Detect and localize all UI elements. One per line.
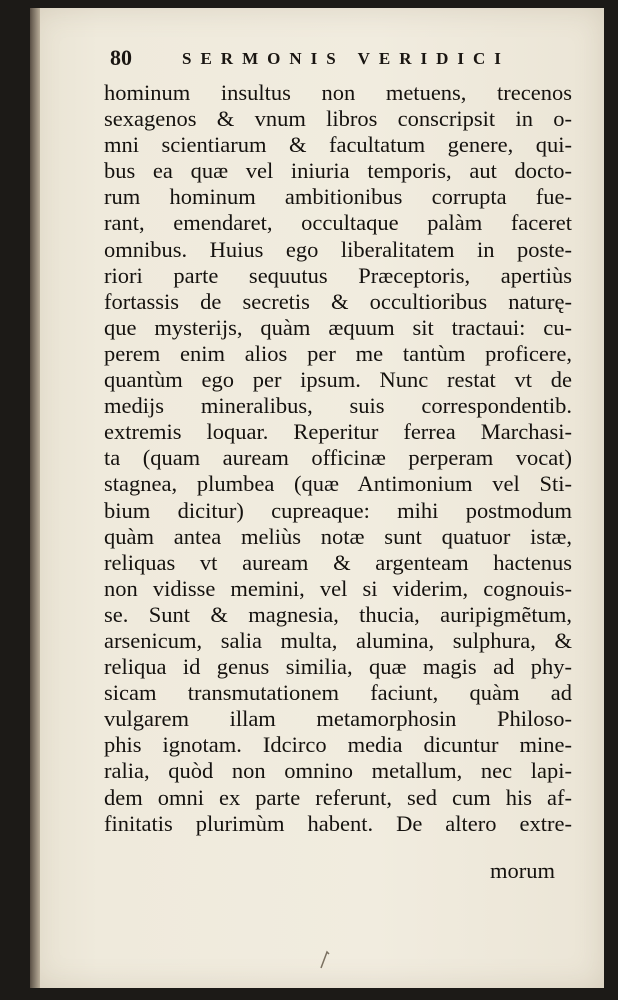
text-line: omnibus. Huius ego liberalitatem in poste-	[104, 236, 572, 262]
body-text	[104, 80, 572, 837]
text-line: se. Sunt & magnesia, thucia, auripigmẽtum,	[104, 601, 572, 627]
text-line: quàm antea meliùs notæ sunt quatuor istæ,	[104, 523, 572, 549]
text-line: ralia, quòd non omnino metallum, nec lapi-	[104, 758, 572, 784]
text-line: que mysterijs, quàm æquum sit tractaui: cu-	[104, 314, 572, 340]
text-line: bium dicitur) cupreaque: mihi postmodum	[104, 497, 572, 523]
page-gutter-edge	[30, 8, 40, 988]
text-line: perem enim alios per me tantùm proficere,	[104, 340, 572, 366]
text-line: quantùm ego per ipsum. Nunc restat vt de	[104, 367, 572, 393]
page-number: 80	[110, 45, 132, 70]
text-line: vulgarem illam metamorphosin Philoso-	[104, 706, 572, 732]
text-line: reliqua id genus similia, quæ magis ad phy-	[104, 654, 572, 680]
text-line: sicam transmutationem faciunt, quàm ad	[104, 680, 572, 706]
text-line: fortassis de secretis & occultioribus naturę-	[104, 288, 572, 314]
text-line: medijs mineralibus, suis correspondentib.	[104, 393, 572, 419]
text-line: rum hominum ambitionibus corrupta fue-	[104, 184, 572, 210]
running-head: SERMONIS VERIDICI	[182, 49, 510, 68]
text-line: reliquas vt auream & argenteam hactenus	[104, 549, 572, 575]
text-line: sexagenos & vnum libros conscripsit in o-	[104, 106, 572, 132]
ink-mark-icon	[318, 948, 332, 970]
text-line: stagnea, plumbea (quæ Antimonium vel Sti-	[104, 471, 572, 497]
text-line: finitatis plurimùm habent. De altero extre-	[104, 810, 572, 836]
page-header	[110, 45, 550, 75]
text-line: riori parte sequutus Præceptoris, apertiùs	[104, 262, 572, 288]
text-line: extremis loquar. Reperitur ferrea Marchasi-	[104, 419, 572, 445]
text-line: dem omni ex parte referunt, sed cum his af-	[104, 784, 572, 810]
text-line: rant, emendaret, occultaque palàm faceret	[104, 210, 572, 236]
text-line: non vidisse memini, vel si viderim, cognouis-	[104, 575, 572, 601]
text-line: bus ea quæ vel iniuria temporis, aut docto-	[104, 158, 572, 184]
text-line: phis ignotam. Idcirco media dicuntur mine-	[104, 732, 572, 758]
text-line: hominum insultus non metuens, trecenos	[104, 80, 572, 105]
text-line: arsenicum, salia multa, alumina, sulphura, &	[104, 627, 572, 653]
text-line: ta (quam auream officinæ perperam vocat)	[104, 445, 572, 471]
text-line: mni scientiarum & facultatum genere, qui-	[104, 132, 572, 158]
catchword: morum	[490, 858, 555, 883]
